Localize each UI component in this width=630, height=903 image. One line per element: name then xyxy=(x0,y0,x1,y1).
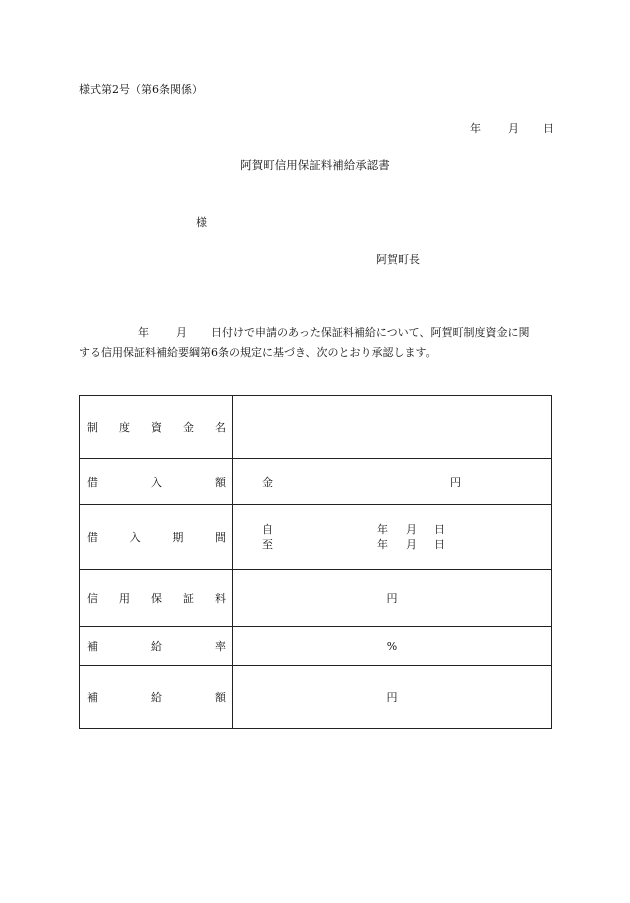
label-char: 借 xyxy=(87,531,98,544)
label-char: 給 xyxy=(151,691,162,704)
body-line-2: する信用保証料補給要綱第6条の規定に基づき、次のとおり承認します。 xyxy=(79,346,437,359)
label-loan-period xyxy=(80,505,233,570)
label-char: 証 xyxy=(183,592,194,605)
label-subsidy-rate xyxy=(80,627,233,666)
label-char: 期 xyxy=(172,531,184,544)
label-char: 制 xyxy=(87,421,98,434)
value-loan-period xyxy=(233,505,552,570)
label-char: 料 xyxy=(215,592,226,605)
addressee: 様 xyxy=(196,216,207,229)
body-month: 月 xyxy=(176,326,187,339)
from-day: 日 xyxy=(434,523,445,536)
value-subsidy-amount xyxy=(233,666,552,729)
from-month: 月 xyxy=(406,523,417,536)
label-char: 用 xyxy=(119,592,130,605)
date-month: 月 xyxy=(508,122,519,135)
value-loan-amount xyxy=(233,459,552,505)
label-char: 率 xyxy=(215,640,226,653)
date-year: 年 xyxy=(470,122,481,135)
from-year: 年 xyxy=(377,523,388,536)
body-year: 年 xyxy=(138,326,149,339)
table-row xyxy=(80,459,552,505)
label-char: 信 xyxy=(87,592,98,605)
form-number: 様式第2号（第6条関係） xyxy=(79,83,203,96)
value-subsidy-rate xyxy=(233,627,552,666)
date-day: 日 xyxy=(543,122,554,135)
approval-table xyxy=(79,395,552,729)
table-row xyxy=(80,627,552,666)
body-line-1-rest: 日付けで申請のあった保証料補給について、阿賀町制度資金に関 xyxy=(211,326,530,339)
to-year: 年 xyxy=(377,538,388,551)
to-label: 至 xyxy=(262,538,273,551)
issue-date xyxy=(470,120,554,136)
label-guarantee-fee xyxy=(80,570,233,627)
label-char: 補 xyxy=(87,691,98,704)
table-row xyxy=(80,396,552,459)
label-char: 給 xyxy=(151,640,162,653)
amount-unit: 円 xyxy=(450,475,461,489)
fee-unit: 円 xyxy=(386,592,398,605)
value-fund-name xyxy=(233,396,552,459)
document-title: 阿賀町信用保証料補給承認書 xyxy=(240,158,390,172)
label-char: 補 xyxy=(87,640,98,653)
table-row xyxy=(80,505,552,570)
table-row xyxy=(80,666,552,729)
label-char: 金 xyxy=(183,421,194,434)
issuer: 阿賀町長 xyxy=(376,253,420,266)
label-subsidy-amount xyxy=(80,666,233,729)
label-fund-name xyxy=(80,396,233,459)
label-char: 額 xyxy=(215,691,226,704)
rate-unit: % xyxy=(386,639,398,653)
value-guarantee-fee xyxy=(233,570,552,627)
label-char: 額 xyxy=(215,475,226,489)
label-char: 資 xyxy=(151,421,162,434)
to-month: 月 xyxy=(406,538,417,551)
table-row xyxy=(80,570,552,627)
label-char: 入 xyxy=(151,475,162,489)
amount-prefix: 金 xyxy=(262,475,273,489)
label-char: 保 xyxy=(151,592,162,605)
label-char: 入 xyxy=(129,531,141,544)
label-loan-amount xyxy=(80,459,233,505)
to-day: 日 xyxy=(434,538,445,551)
label-char: 間 xyxy=(214,531,226,544)
period-to xyxy=(262,537,551,552)
subsidy-unit: 円 xyxy=(386,691,398,704)
body-line-1 xyxy=(82,324,529,340)
label-char: 度 xyxy=(119,421,130,434)
period-from xyxy=(262,522,551,537)
label-char: 名 xyxy=(215,421,226,434)
from-label: 自 xyxy=(262,523,273,536)
label-char: 借 xyxy=(87,475,98,489)
